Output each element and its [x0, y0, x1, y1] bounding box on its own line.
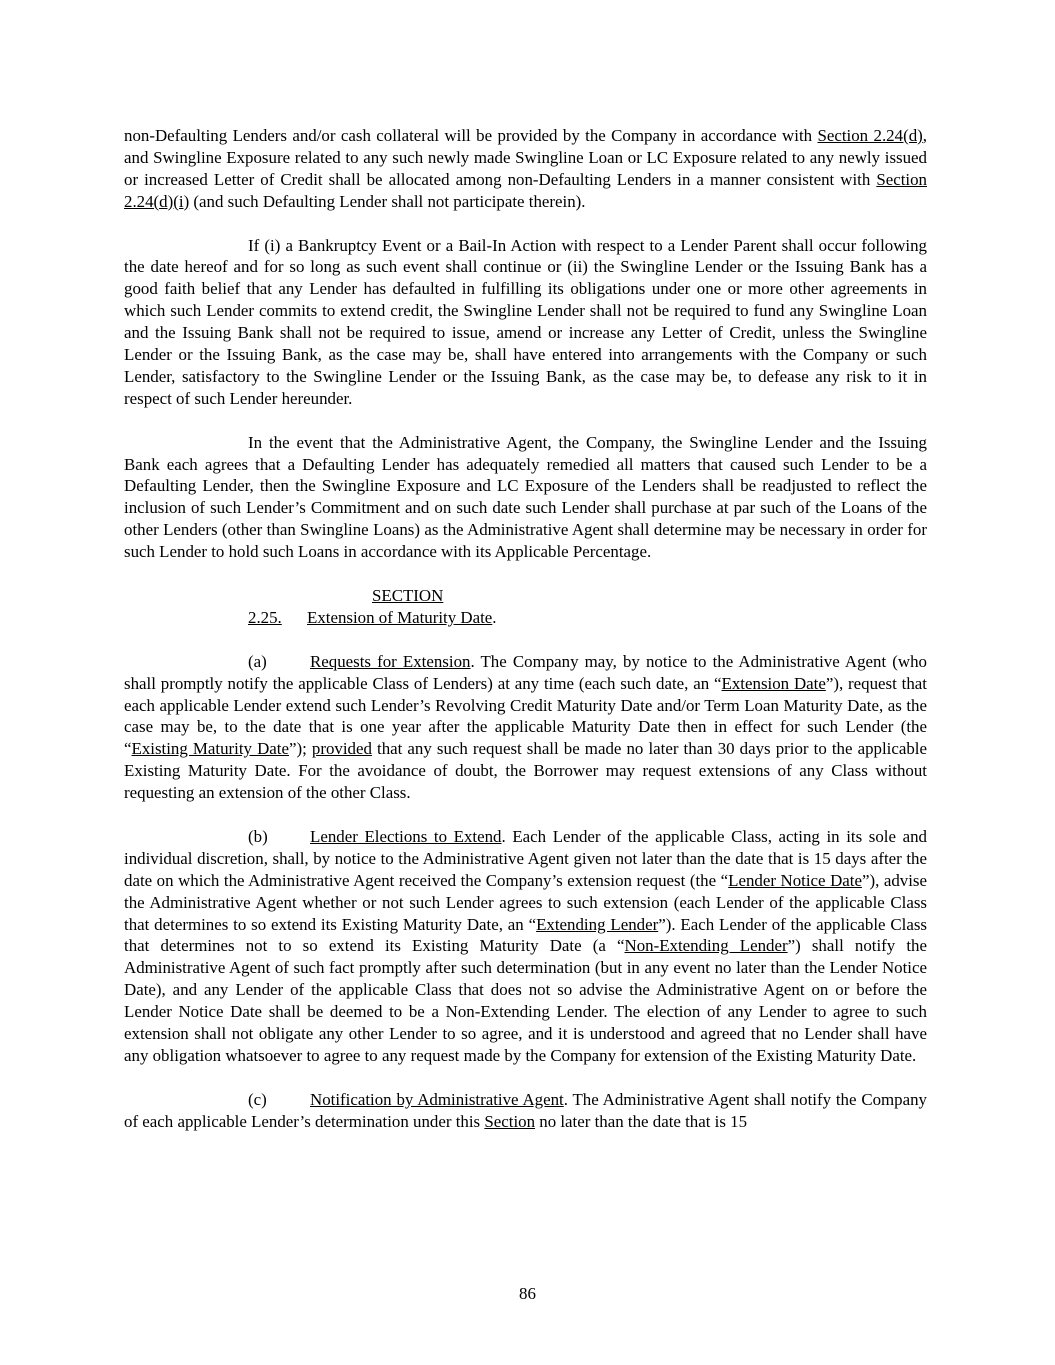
paragraph-remedied-defaulting-lender: In the event that the Administrative Agent, the Company, the Swingline Lender and the Issuing Bank each agrees that a Defaulting Lender has adequately remedied all matters that caused such Lender to be a Defaulting Lender, then the Swingline Exposure and LC Exposure of the Lenders shall be readjusted to reflect the inclusion of such Lender’s Commitment and on such date such Lender shall purchase at par such of the Loans of the other Lenders (other than Swingline Loans) as the Administrative Agent shall determine may be necessary in order for such Lender to hold such Loans in accordance with its Applicable Percentage.	[124, 432, 927, 562]
section-heading: SECTION 2.25. Extension of Maturity Date.	[248, 585, 497, 627]
document-page	[124, 125, 927, 1154]
page-number: 86	[519, 1284, 536, 1303]
paragraph-bankruptcy-event: If (i) a Bankruptcy Event or a Bail-In Action with respect to a Lender Parent shall occur following the date hereof and for so long as such event shall continue or (ii) the Swingline Lender or the Issuing Bank has a good faith belief that any Lender has defaulted in fulfilling its obligations under one or more other agreements in which such Lender commits to extend credit, the Swingline Lender shall not be required to fund any Swingline Loan and the Issuing Bank shall not be required to issue, amend or increase any Letter of Credit, unless the Swingline Lender or the Issuing Bank, as the case may be, shall have entered into arrangements with the Company or such Lender, satisfactory to the Swingline Lender or the Issuing Bank, as the case may be, to defease any risk to it in respect of such Lender hereunder.	[124, 235, 927, 408]
section-2-24-d-i-reference: Section 2.24(d)(i)	[124, 169, 927, 211]
clause-c-notification: (c) Notification by Administrative Agent. The Administrative Agent shall notify the Company of each applicable Lender’s determination under this Section no later than the date that is 15	[124, 1089, 927, 1131]
clause-a-requests-for-extension: (a) Requests for Extension. The Company may, by notice to the Administrative Agent (who shall promptly notify the applicable Class of Lenders) at any time (each such date, an “Extension Date”), request that each applicable Lender extend such Lender’s Revolving Credit Maturity Date and/or Term Loan Maturity Date, as the case may be, to the date that is one year after the applicable Maturity Date then in effect for such Lender (the “Existing Maturity Date”); provided that any such request shall be made no later than 30 days prior to the applicable Existing Maturity Date. For the avoidance of doubt, the Borrower may request extensions of any Class without requesting an extension of the other Class.	[124, 651, 928, 803]
defined-term-non-extending-lender: Non-Extending Lender	[624, 936, 788, 956]
paragraph-defaulting-lender-allocation: non-Defaulting Lenders and/or cash collateral will be provided by the Company in accordance with Section 2.24(d), and Swingline Exposure related to any such newly made Swingline Loan or LC Exposure related to any newly issued or increased Letter of Credit shall be allocated among non-Defaulting Lenders in a manner consistent with Section 2.24(d)(i) (and such Defaulting Lender shall not participate therein).	[124, 126, 927, 211]
section-2-24-d-reference: Section 2.24(d)	[817, 126, 923, 145]
section-title: Extension of Maturity Date	[307, 607, 493, 627]
section-number: SECTION 2.25.	[248, 585, 444, 627]
clause-heading: Notification by Administrative Agent	[310, 1089, 564, 1109]
proviso-term: provided	[311, 739, 372, 759]
clause-label: (c)	[248, 1089, 267, 1109]
defined-term-existing-maturity-date: Existing Maturity Date	[131, 739, 289, 759]
clause-label: (b)	[248, 826, 268, 846]
defined-term-extension-date: Extension Date	[721, 673, 826, 693]
section-reference: Section	[484, 1111, 536, 1131]
clause-heading: Lender Elections to Extend	[310, 826, 502, 846]
clause-label: (a)	[248, 651, 267, 671]
defined-term-extending-lender: Extending Lender	[536, 914, 659, 934]
clause-heading: Requests for Extension	[310, 651, 471, 671]
defined-term-lender-notice-date: Lender Notice Date	[728, 870, 862, 890]
clause-b-lender-elections: (b) Lender Elections to Extend. Each Lender of the applicable Class, acting in its sole and individual discretion, shall, by notice to the Administrative Agent given not later than the date that is 15 days after the date on which the Administrative Agent received the Company’s extension request (the “Lender Notice Date”), advise the Administrative Agent whether or not such Lender agrees to such extension (each Lender of the applicable Class that determines to so extend its Existing Maturity Date, an “Extending Lender”). Each Lender of the applicable Class that determines not to so extend its Existing Maturity Date (a “Non-Extending Lender”) shall notify the Administrative Agent of such fact promptly after such determination (but in any event no later than the Lender Notice Date), and any Lender of the applicable Class that does not so advise the Administrative Agent on or before the Lender Notice Date shall be deemed to be a Non-Extending Lender. The election of any Lender to agree to such extension shall not obligate any other Lender to so agree, and it is understood and agreed that no Lender shall have any obligation whatsoever to agree to any request made by the Company for extension of the Existing Maturity Date.	[124, 826, 927, 1065]
